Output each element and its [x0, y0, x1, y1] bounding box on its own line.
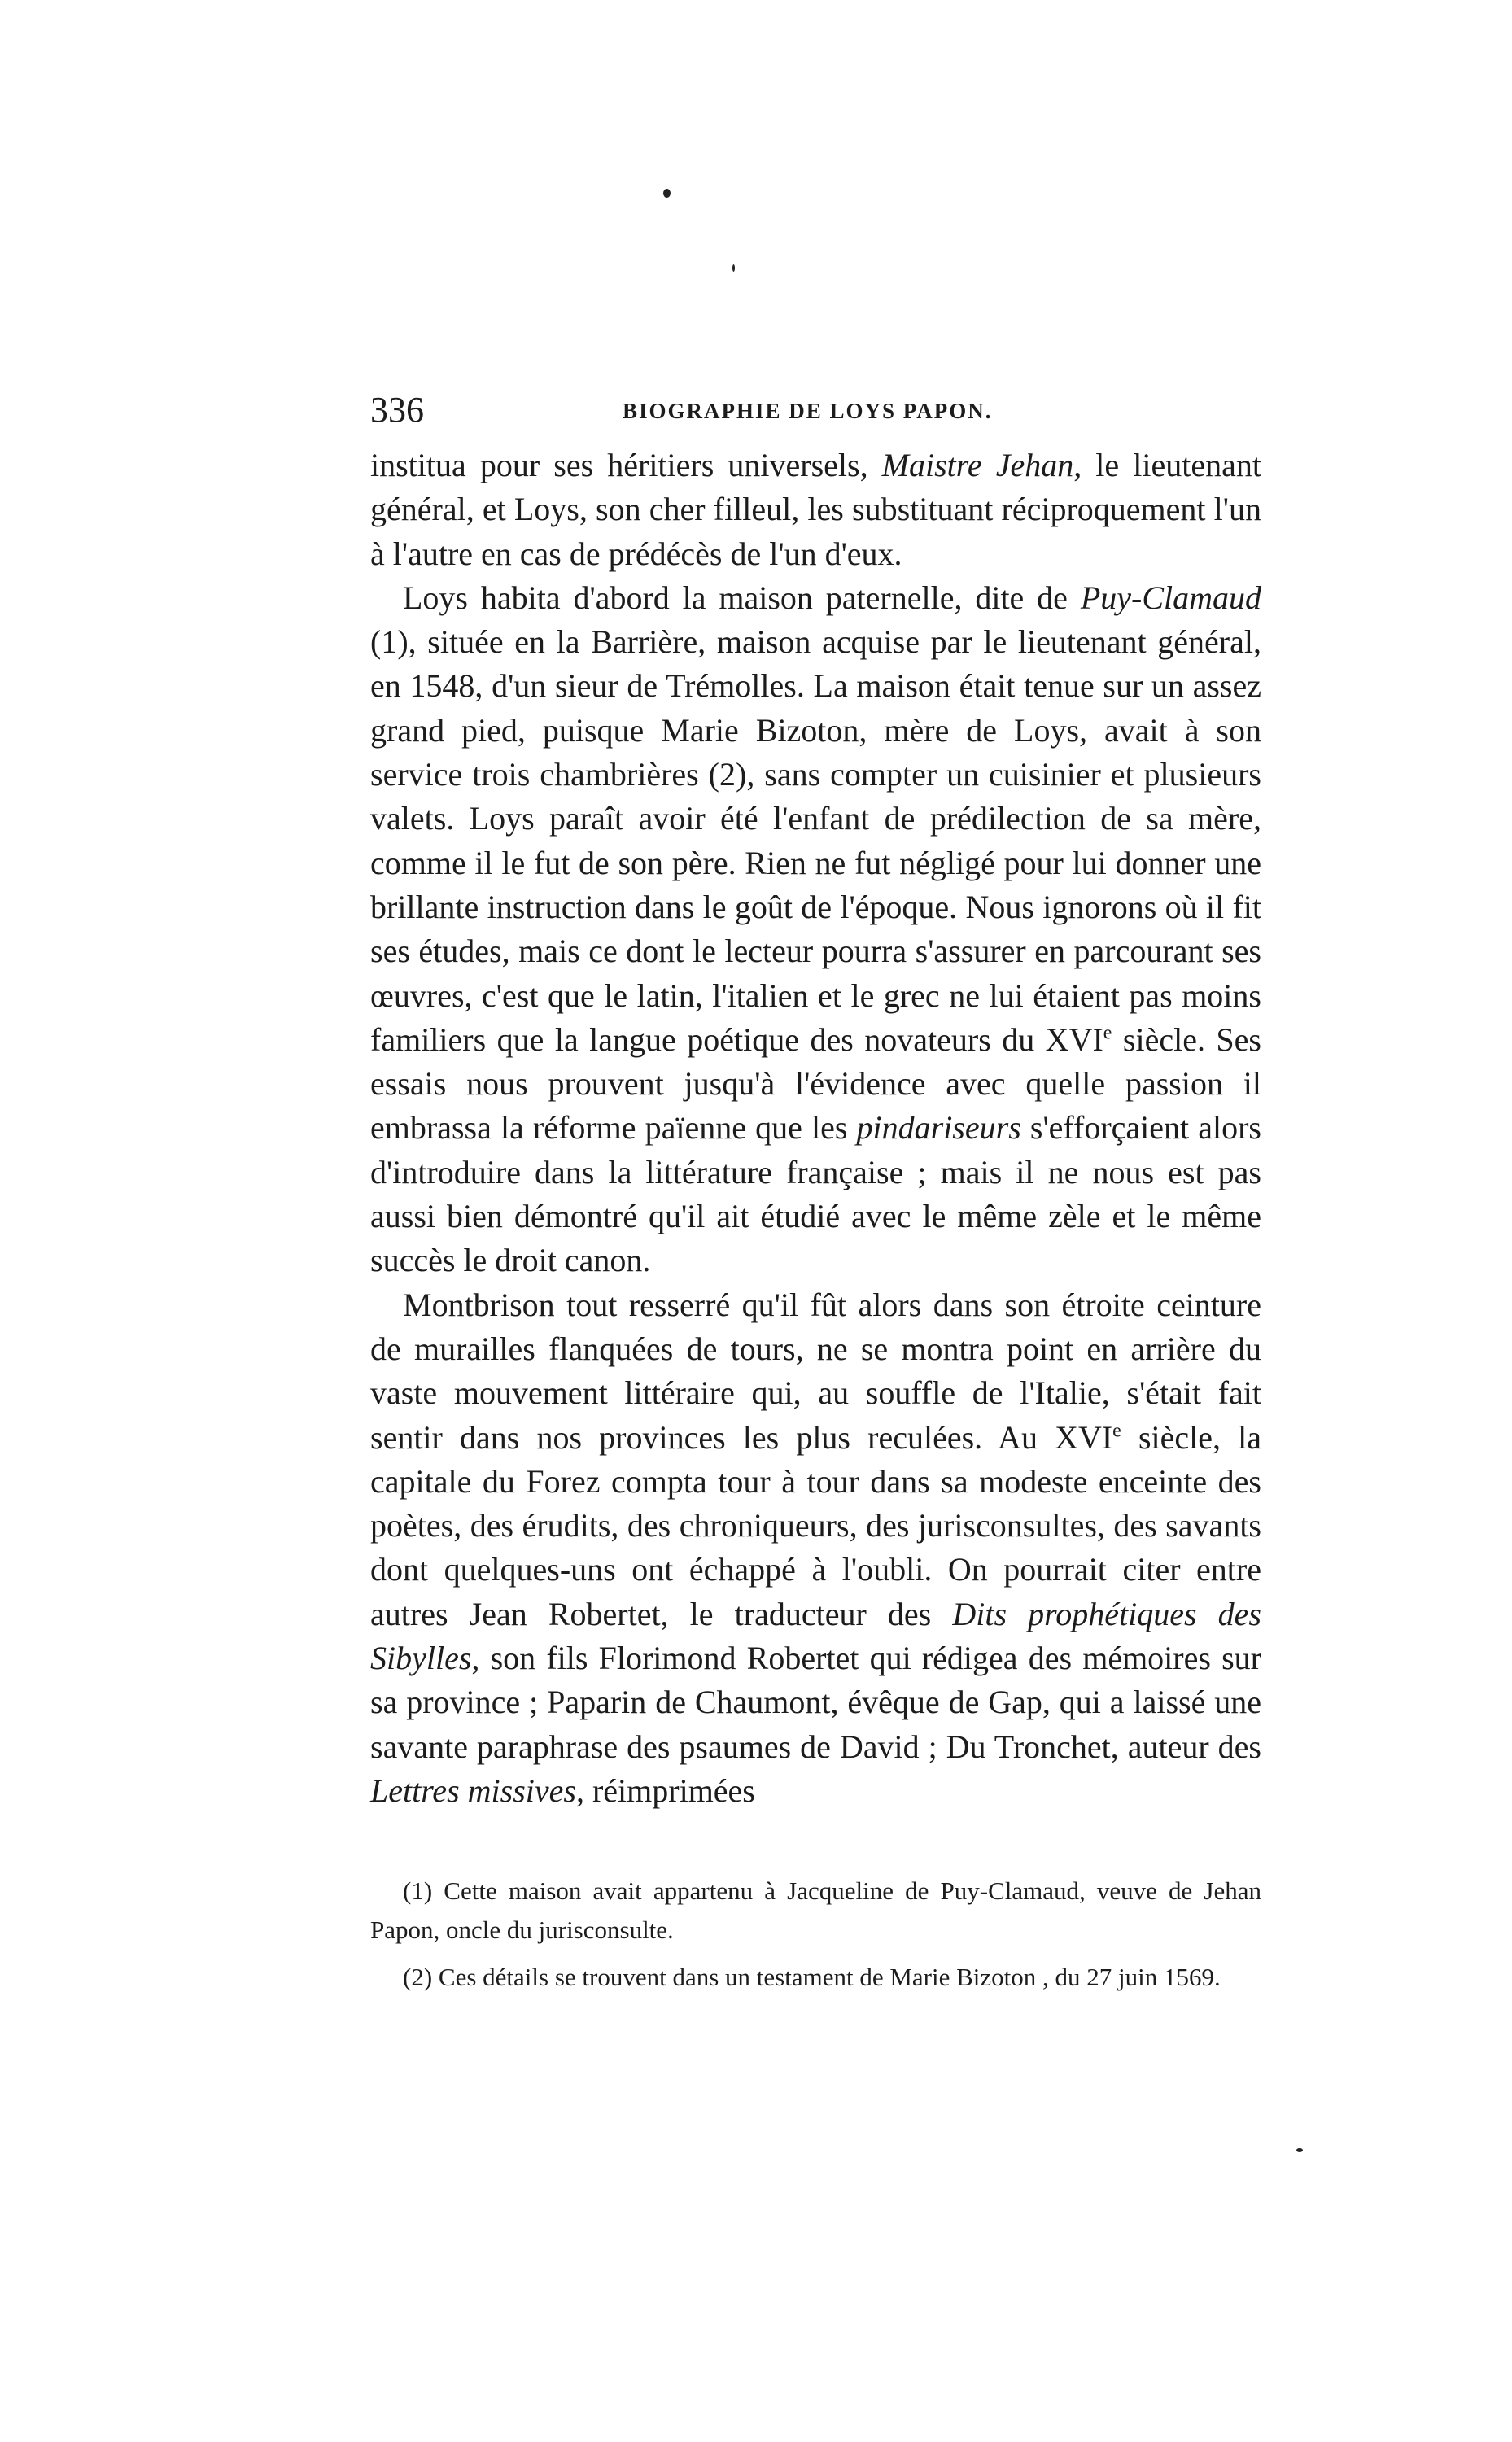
body-text: [370, 443, 1261, 1813]
text-run: Montbrison tout resserré qu'il fût alors dans son étroite ceinture de murailles flanquées de tours, ne se montra point en arrière du vaste mouvement littéraire qui, au souffle de l'Italie, s'était fait sentir dans nos provinces les plus reculées. Au XVI: [370, 1286, 1261, 1456]
italic-run: Puy-Clamaud: [1080, 579, 1261, 616]
page-number: 336: [370, 390, 424, 430]
paragraph-1: [370, 443, 1261, 576]
italic-run: Maistre Jehan: [881, 447, 1074, 483]
ink-speck: [732, 264, 735, 272]
footnote-2: (2) Ces détails se trouvent dans un testament de Marie Bizoton , du 27 juin 1569.: [403, 1963, 1221, 1991]
text-run: institua pour ses héritiers universels,: [370, 447, 882, 483]
italic-run: Dits prophétiques des Sibylles: [370, 1595, 1261, 1677]
italic-run: pindariseurs: [856, 1109, 1021, 1147]
italic-run: Lettres missives: [370, 1771, 576, 1809]
text-run: siècle. Ses essais nous prouvent jusqu'à l'évidence avec quelle passion il embrassa la réforme païenne que les: [370, 1020, 1261, 1147]
superscript: e: [1112, 1420, 1121, 1442]
text-run: , réimprimées: [575, 1771, 755, 1809]
paragraph-2: [370, 576, 1261, 1283]
paragraph-3: [370, 1283, 1261, 1814]
text-run: (1), située en la Barrière, maison acquise par le lieutenant général, en 1548, d'un sieur de Trémolles. La maison était tenue sur un assez grand pied, puisque Marie Bizoton, mère de Loys, avait à son service trois chambrières (2), sans compter un cuisinier et plusieurs valets. Loys paraît avoir été l'enfant de prédilection de sa mère, comme il le fut de son père. Rien ne fut négligé pour lui donner une brillante instruction dans le goût de l'époque. Nous ignorons où il fit ses études, mais ce dont le lecteur pourra s'assurer en parcourant ses œuvres, c'est que le latin, l'italien et le grec ne lui étaient pas moins familiers que la langue poétique des novateurs du XVI: [370, 623, 1261, 1058]
ink-speck: [1296, 2148, 1303, 2152]
running-head: [370, 386, 1298, 435]
text-run: , le lieutenant général, et Loys, son cher filleul, les substituant réciproquement l'un à l'autre en cas de prédécès de l'un d'eux.: [370, 447, 1261, 572]
footnote-1: (1) Cette maison avait appartenu à Jacqueline de Puy-Clamaud, veuve de Jehan Papon, oncle du jurisconsulte.: [370, 1876, 1261, 1944]
text-run: s'efforçaient alors d'introduire dans la littérature française ; mais il ne nous est pas aussi bien démontré qu'il ait étudié avec le même zèle et le même succès le droit canon.: [370, 1109, 1261, 1279]
ink-speck: [663, 189, 671, 198]
text-run: Loys habita d'abord la maison paternelle, dite de: [403, 579, 1081, 616]
footnotes: [370, 1872, 1261, 2005]
running-title: BIOGRAPHIE DE LOYS PAPON.: [623, 399, 993, 423]
text-run: siècle, la capitale du Forez compta tour à tour dans sa modeste enceinte des poètes, des érudits, des chroniqueurs, des jurisconsultes, des savants dont quelques-uns ont échappé à l'oubli. On pourrait citer entre autres Jean Robertet, le traducteur des: [370, 1418, 1261, 1632]
text-run: , son fils Florimond Robertet qui rédigea des mémoires sur sa province ; Paparin de Chaumont, évêque de Gap, qui a laissé une savante paraphrase des psaumes de David ; Du Tronchet, auteur des: [370, 1640, 1261, 1765]
superscript: e: [1103, 1022, 1112, 1044]
